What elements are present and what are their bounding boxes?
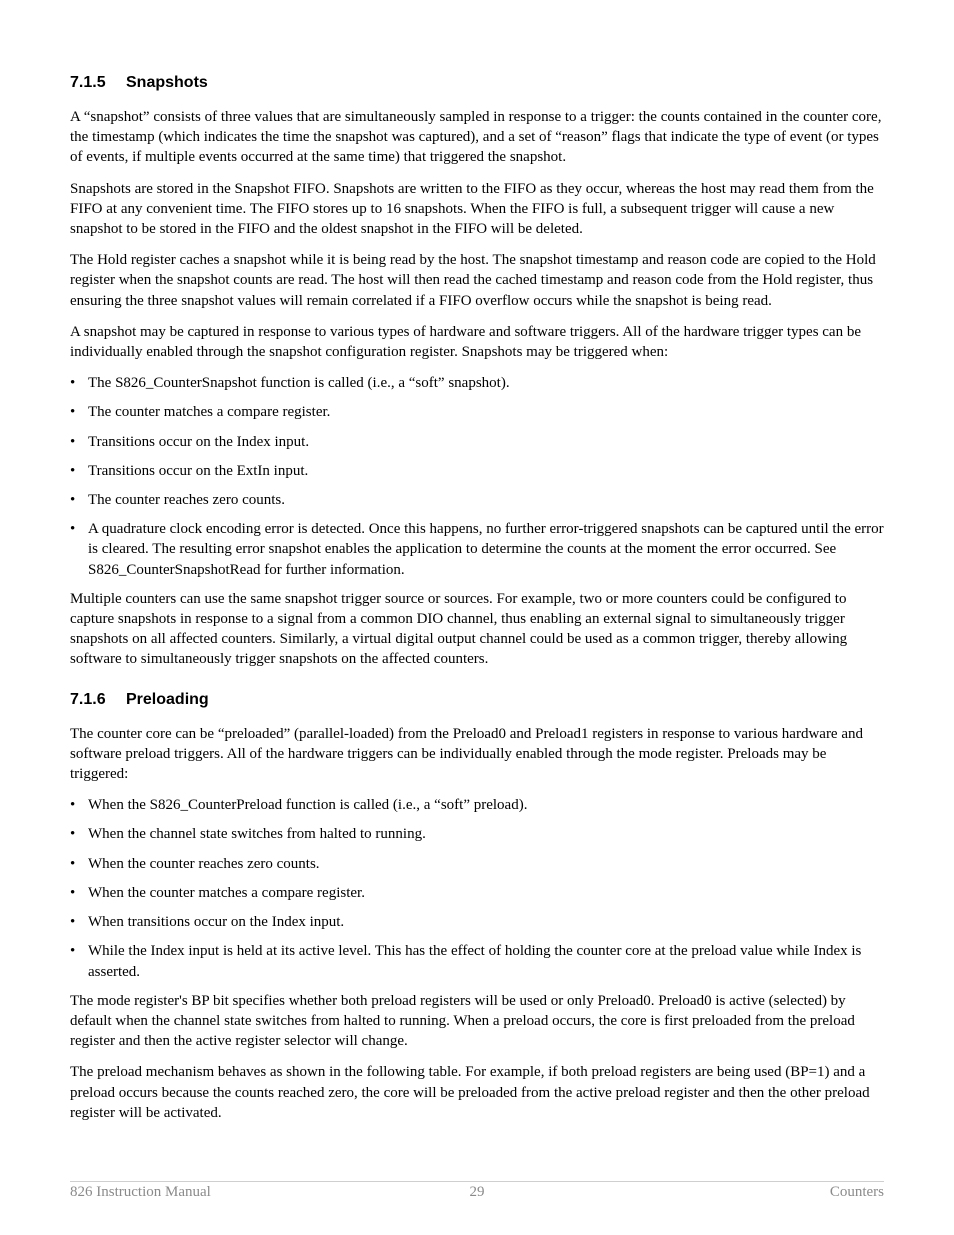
list-item	[70, 461, 884, 481]
bullet: •	[70, 433, 76, 450]
paragraph: Multiple counters can use the same snapshot trigger source or sources. For example, two or more counters could be configured to capture snapshots in response to a signal from a common DIO channel, thus enabling an external signal to simultaneously trigger snapshots on all affected counters. Similarly, a virtual digital output channel could be used as a common trigger, thereby allowing software to simultaneously trigger snapshots on the affected counters.	[70, 590, 848, 668]
section-number: 7.1.6	[70, 690, 106, 708]
bullet: •	[70, 375, 76, 392]
bullet: •	[70, 826, 76, 843]
list-item	[70, 402, 884, 422]
paragraph: Snapshots are stored in the Snapshot FIFO. Snapshots are written to the FIFO as they occur, whereas the host may read them from the FIFO at any convenient time. The FIFO stores up to 16 snapshots. When the FIFO is full, a subsequent trigger will cause a new snapshot to be stored in the FIFO and the oldest snapshot in the FIFO will be deleted.	[70, 180, 874, 238]
list-item-text: Transitions occur on the Index input.	[88, 433, 310, 450]
list-item-text: When the channel state switches from halted to running.	[88, 826, 426, 843]
section-title: Snapshots	[126, 74, 208, 91]
page-content	[70, 71, 884, 1134]
list-item	[70, 432, 884, 452]
bullet: •	[70, 914, 76, 931]
section-heading-preloading	[70, 688, 884, 712]
paragraph: The preload mechanism behaves as shown in the following table. For example, if both preload registers are being used (BP=1) and a preload occurs because the counts reached zero, the core will be preloaded from the active preload register and then the other preload register will be activated.	[70, 1064, 870, 1121]
list-item-text: When transitions occur on the Index input.	[88, 914, 345, 931]
list-item	[70, 883, 884, 903]
list-item-text: When the counter reaches zero counts.	[88, 855, 320, 872]
bullet: •	[70, 492, 76, 509]
bullet: •	[70, 462, 76, 479]
list-item	[70, 373, 884, 393]
page-footer	[70, 1181, 884, 1201]
paragraph: The Hold register caches a snapshot while it is being read by the host. The snapshot timestamp and reason code are copied to the Hold register when the snapshot counts are read. The host will then read the cached timestamp and reason code from the Hold register, thus ensuring the three snapshot values will remain correlated if a FIFO overflow occurs while the snapshot is being read.	[70, 252, 876, 309]
list-item-text: The counter matches a compare register.	[88, 404, 331, 421]
list-item	[70, 941, 884, 981]
page-number: 29	[469, 1184, 485, 1200]
paragraph: The mode register's BP bit specifies whether both preload registers will be used or only Preload0. Preload0 is active (selected) by default when the channel state switches from halted to running. When a preload occurs, the core is first preloaded from the preload register and then the active register selector will change.	[70, 992, 855, 1050]
list-item	[70, 519, 884, 580]
paragraph: A “snapshot” consists of three values that are simultaneously sampled in response to a trigger: the counts contained in the counter core, the timestamp (which indicates the time the snapshot was captured), and a set of “reason” flags that indicate the type of event (or types of events, if multiple events occurred at the same time) that triggered the snapshot.	[70, 109, 882, 166]
list-item	[70, 824, 884, 844]
bullet: •	[70, 404, 76, 421]
list-item-text: When the counter matches a compare register.	[88, 884, 365, 901]
list-item	[70, 490, 884, 510]
bullet: •	[70, 884, 76, 901]
list-item-text: The S826_CounterSnapshot function is called (i.e., a “soft” snapshot).	[88, 375, 510, 392]
list-item-text: The counter reaches zero counts.	[88, 492, 285, 509]
footer-chapter: Counters	[829, 1184, 884, 1200]
snapshot-trigger-list	[70, 373, 884, 580]
section-heading-snapshots	[70, 71, 884, 95]
list-item-text: A quadrature clock encoding error is detected. Once this happens, no further error-triggered snapshots can be captured until the error is cleared. The resulting error snapshot enables the application to determine the counts at the moment the error occurred. See S826_CounterSnapshotRead for further information.	[88, 521, 884, 578]
section-title: Preloading	[126, 690, 209, 708]
preload-trigger-list	[70, 795, 884, 981]
list-item-text: Transitions occur on the ExtIn input.	[88, 462, 309, 479]
bullet: •	[70, 797, 76, 814]
list-item-text: While the Index input is held at its active level. This has the effect of holding the counter core at the preload value while Index is asserted.	[88, 943, 862, 980]
paragraph: The counter core can be “preloaded” (parallel-loaded) from the Preload0 and Preload1 registers in response to various hardware and software preload triggers. All of the hardware triggers can be individually enabled through the mode register. Preloads may be triggered:	[70, 725, 864, 783]
list-item	[70, 795, 884, 815]
paragraph: A snapshot may be captured in response to various types of hardware and software triggers. All of the hardware trigger types can be individually enabled through the snapshot configuration register. Snapshots may be triggered when:	[70, 323, 862, 361]
footer-manual-title: 826 Instruction Manual	[70, 1184, 211, 1200]
bullet: •	[70, 855, 76, 872]
list-item	[70, 912, 884, 932]
section-number: 7.1.5	[70, 74, 106, 91]
bullet: •	[70, 943, 76, 960]
list-item	[70, 854, 884, 874]
list-item-text: When the S826_CounterPreload function is called (i.e., a “soft” preload).	[88, 797, 528, 814]
bullet: •	[70, 521, 76, 538]
